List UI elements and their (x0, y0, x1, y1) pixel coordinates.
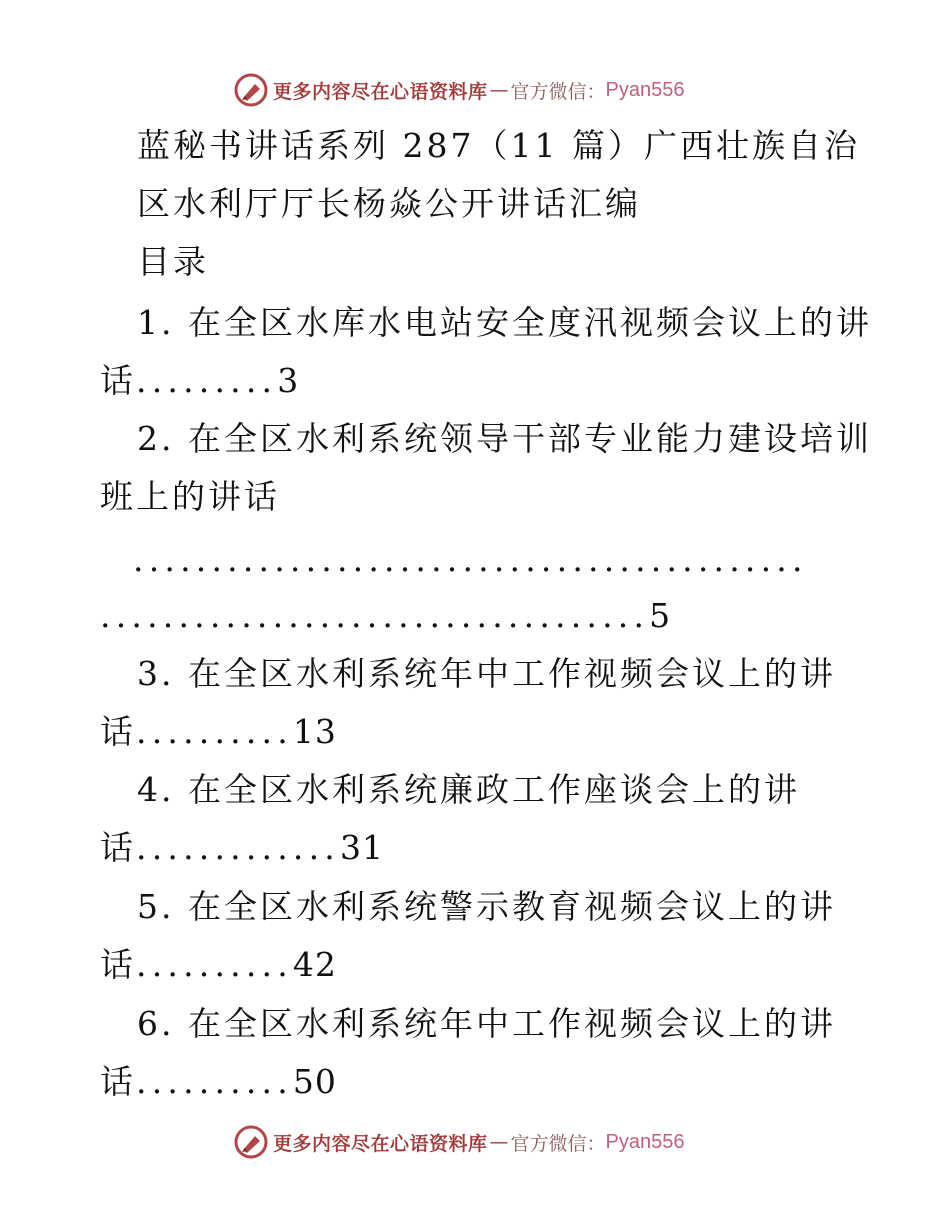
pen-nib-logo-icon (233, 72, 269, 108)
toc-entry-6-page: 50 (292, 1062, 337, 1101)
watermark-separator: — (489, 79, 509, 101)
watermark-sub-text: 官方微信： (510, 80, 606, 103)
watermark-main-text: 更多内容尽在心语资料库 (273, 1132, 488, 1155)
toc-entry-6-title: 6. 在全区水利系统年中工作视频会议上的讲 (137, 1004, 836, 1043)
toc-entry-2-cont: 班上的讲话 (100, 477, 280, 516)
watermark-footer (0, 1122, 950, 1162)
toc-entry-1-text: 话 (100, 361, 136, 400)
watermark-sub-text: 官方微信： (510, 1132, 606, 1155)
toc-entry-5-cont: 话..........42 (100, 945, 337, 984)
document-title-line-1: 蓝秘书讲话系列 287（11 篇）广西壮族自治 (137, 126, 860, 165)
toc-entry-2-dots-line-2: ...................................5 (100, 596, 672, 635)
toc-entry-1-title: 1. 在全区水库水电站安全度汛视频会议上的讲 (137, 303, 872, 342)
toc-entry-3-title: 3. 在全区水利系统年中工作视频会议上的讲 (137, 654, 836, 693)
toc-entry-6-cont: 话..........50 (100, 1062, 337, 1101)
toc-entry-5-page: 42 (292, 945, 337, 984)
toc-heading: 目录 (137, 242, 209, 281)
toc-entry-1-page: 3 (277, 361, 300, 400)
document-title-line-2: 区水利厅厅长杨焱公开讲话汇编 (137, 184, 641, 223)
watermark-id-text: Pyan556 (605, 78, 685, 101)
toc-entry-5-title: 5. 在全区水利系统警示教育视频会议上的讲 (137, 887, 836, 926)
watermark-header (0, 70, 950, 110)
toc-entry-2-title: 2. 在全区水利系统领导干部专业能力建设培训 (137, 419, 872, 458)
watermark-main-text: 更多内容尽在心语资料库 (273, 80, 488, 103)
toc-entry-1-dots: ......... (136, 361, 278, 400)
toc-entry-3-page: 13 (292, 712, 337, 751)
toc-entry-4-title: 4. 在全区水利系统廉政工作座谈会上的讲 (137, 770, 800, 809)
toc-entry-2-page: 5 (649, 596, 672, 635)
toc-entry-1-cont (100, 361, 299, 401)
toc-entry-3-cont: 话..........13 (100, 712, 337, 751)
toc-entry-4-cont: 话.............31 (100, 828, 384, 867)
watermark-id-text: Pyan556 (605, 1130, 685, 1153)
toc-entry-2-dots-line-1: ........................................... (133, 540, 808, 579)
watermark-separator: — (489, 1131, 509, 1153)
pen-nib-logo-icon (233, 1124, 269, 1160)
toc-entry-4-page: 31 (339, 828, 384, 867)
